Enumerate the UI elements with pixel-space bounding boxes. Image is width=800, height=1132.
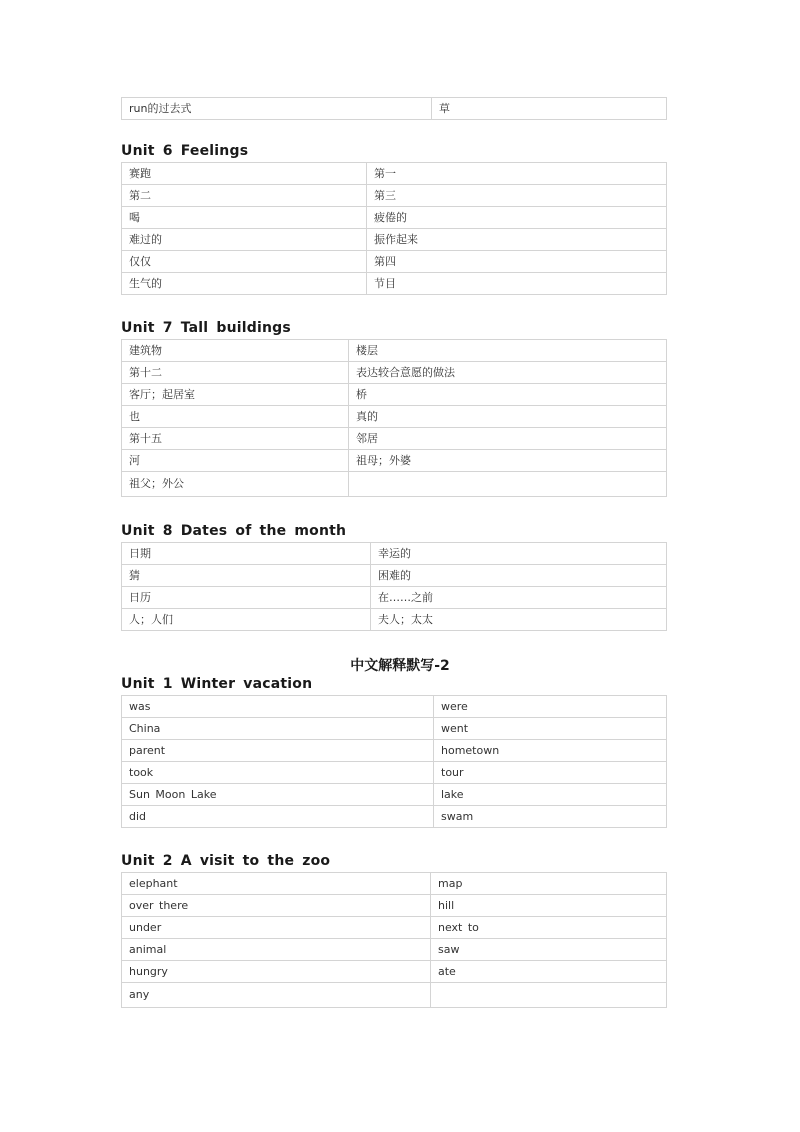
table-cell: 困难的 (371, 565, 667, 587)
table-row (122, 961, 667, 983)
table-row (122, 450, 667, 472)
unit6-vocab-table (121, 162, 667, 295)
table-row (122, 917, 667, 939)
table-row (122, 718, 667, 740)
table-cell: 第三 (367, 185, 667, 207)
table-cell: under (122, 917, 431, 939)
table-cell: did (122, 806, 434, 828)
table-cell: 第一 (367, 163, 667, 185)
section-heading-unit7: Unit 7 Tall buildings (121, 320, 291, 336)
table-cell: China (122, 718, 434, 740)
unit7-table-wrap (121, 339, 667, 497)
table-cell: 第十五 (122, 428, 349, 450)
table-cell: 振作起来 (367, 229, 667, 251)
table-cell: 人；人们 (122, 609, 371, 631)
table-row (122, 762, 667, 784)
table-cell: 建筑物 (122, 340, 349, 362)
table-row (122, 565, 667, 587)
table-cell: 草 (432, 98, 667, 120)
table-row (122, 939, 667, 961)
table-cell: elephant (122, 873, 431, 895)
table-cell: 真的 (349, 406, 667, 428)
table-cell: 疲倦的 (367, 207, 667, 229)
table-row (122, 696, 667, 718)
table-row (122, 229, 667, 251)
table-cell (431, 983, 667, 1008)
table-cell: swam (434, 806, 667, 828)
table-cell: next to (431, 917, 667, 939)
table-cell: hungry (122, 961, 431, 983)
table-cell: run的过去式 (122, 98, 432, 120)
table-cell: hill (431, 895, 667, 917)
section-heading-unit2: Unit 2 A visit to the zoo (121, 853, 331, 869)
table-row (122, 472, 667, 497)
table-cell: 日期 (122, 543, 371, 565)
table-cell: ate (431, 961, 667, 983)
unit1-table-wrap (121, 695, 667, 828)
table-cell: 难过的 (122, 229, 367, 251)
table-cell: 生气的 (122, 273, 367, 295)
table-row (122, 273, 667, 295)
table-row (122, 983, 667, 1008)
table-cell: 河 (122, 450, 349, 472)
unit7-vocab-table (121, 339, 667, 497)
table-row (122, 740, 667, 762)
table-cell: 喝 (122, 207, 367, 229)
table-row (122, 406, 667, 428)
table-cell: over there (122, 895, 431, 917)
table-cell: map (431, 873, 667, 895)
table-cell: parent (122, 740, 434, 762)
table-row (122, 185, 667, 207)
unit6-table-wrap (121, 162, 667, 295)
table-cell: 猜 (122, 565, 371, 587)
table-cell: lake (434, 784, 667, 806)
table-cell: Sun Moon Lake (122, 784, 434, 806)
section-heading-unit6: Unit 6 Feelings (121, 143, 249, 159)
table-cell: 第十二 (122, 362, 349, 384)
table-row (122, 98, 667, 120)
table-row (122, 543, 667, 565)
table-cell: 客厅；起居室 (122, 384, 349, 406)
table-cell: 桥 (349, 384, 667, 406)
table-row (122, 609, 667, 631)
part2-title: 中文解释默写-2 (350, 658, 450, 674)
unit8-table-wrap (121, 542, 667, 631)
unit2-vocab-table (121, 872, 667, 1008)
table-cell: 邻居 (349, 428, 667, 450)
table-row (122, 362, 667, 384)
table-cell: 祖父；外公 (122, 472, 349, 497)
table-cell: 幸运的 (371, 543, 667, 565)
table-row (122, 784, 667, 806)
table-cell: 赛跑 (122, 163, 367, 185)
unit2-table-wrap (121, 872, 667, 1008)
table-row (122, 384, 667, 406)
table-cell: hometown (434, 740, 667, 762)
table-cell: 日历 (122, 587, 371, 609)
table-cell: 夫人；太太 (371, 609, 667, 631)
table-row (122, 895, 667, 917)
table-cell: 楼层 (349, 340, 667, 362)
table-cell: 表达较合意愿的做法 (349, 362, 667, 384)
table-cell: 祖母；外婆 (349, 450, 667, 472)
table-row (122, 207, 667, 229)
table-cell: any (122, 983, 431, 1008)
table-row (122, 163, 667, 185)
table-cell: saw (431, 939, 667, 961)
top-vocab-table (121, 97, 667, 120)
table-cell: were (434, 696, 667, 718)
unit1-vocab-table (121, 695, 667, 828)
table-cell: went (434, 718, 667, 740)
table-cell: animal (122, 939, 431, 961)
table-row (122, 428, 667, 450)
top-vocab-table-wrap (121, 97, 667, 120)
table-cell (349, 472, 667, 497)
table-cell: 仅仅 (122, 251, 367, 273)
table-cell: 第四 (367, 251, 667, 273)
table-row (122, 587, 667, 609)
table-row (122, 251, 667, 273)
table-cell: 也 (122, 406, 349, 428)
table-row (122, 873, 667, 895)
table-cell: tour (434, 762, 667, 784)
section-heading-unit1: Unit 1 Winter vacation (121, 676, 313, 692)
table-row (122, 340, 667, 362)
table-cell: was (122, 696, 434, 718)
table-cell: 第二 (122, 185, 367, 207)
table-cell: took (122, 762, 434, 784)
unit8-vocab-table (121, 542, 667, 631)
table-row (122, 806, 667, 828)
table-cell: 在……之前 (371, 587, 667, 609)
section-heading-unit8: Unit 8 Dates of the month (121, 523, 347, 539)
table-cell: 节目 (367, 273, 667, 295)
